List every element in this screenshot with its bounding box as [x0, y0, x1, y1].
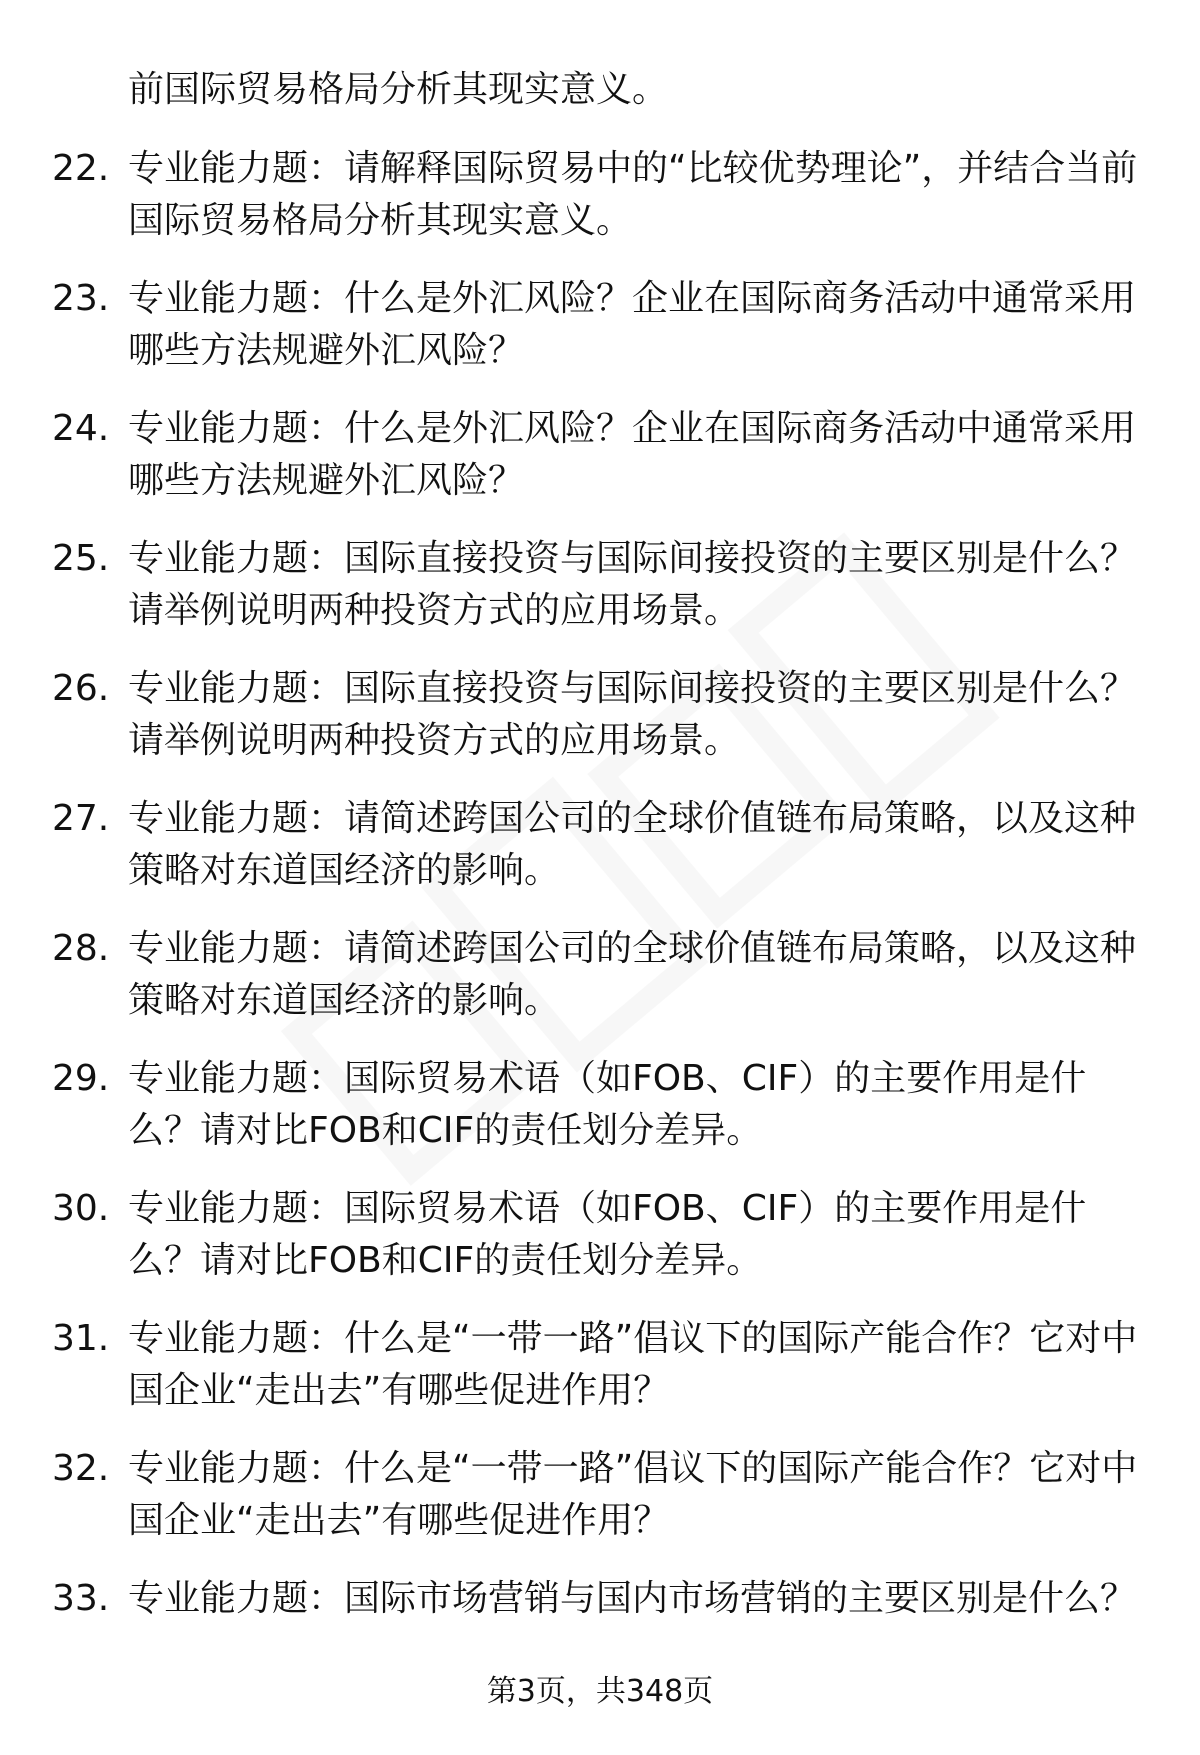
- continuation-text: 前国际贸易格局分析其现实意义。: [128, 69, 669, 110]
- question-text: 专业能力题：什么是外汇风险？企业在国际商务活动中通常采用哪些方法规避外汇风险？: [128, 408, 1137, 501]
- question-text: 专业能力题：国际市场营销与国内市场营销的主要区别是什么？: [128, 1578, 1137, 1619]
- question-text: 专业能力题：什么是“一带一路”倡议下的国际产能合作？它对中国企业“走出去”有哪些促进作用？: [128, 1448, 1138, 1541]
- question-number: 31.: [52, 1318, 110, 1359]
- question-number: 29.: [52, 1058, 110, 1099]
- question-item: [0, 1183, 1200, 1313]
- question-item: [0, 1313, 1200, 1443]
- question-list: [0, 143, 1200, 1703]
- question-item: [0, 663, 1200, 793]
- question-text: 专业能力题：请简述跨国公司的全球价值链布局策略，以及这种策略对东道国经济的影响。: [128, 798, 1137, 891]
- question-number: 22.: [52, 148, 110, 189]
- question-number: 23.: [52, 278, 110, 319]
- question-number: 26.: [52, 668, 110, 709]
- question-text: 专业能力题：国际贸易术语（如FOB、CIF）的主要作用是什么？请对比FOB和CIF的责任划分差异。: [128, 1188, 1087, 1281]
- question-item: [0, 533, 1200, 663]
- question-number: 27.: [52, 798, 110, 839]
- question-number: 32.: [52, 1448, 110, 1489]
- question-number: 24.: [52, 408, 110, 449]
- question-item: [0, 793, 1200, 923]
- question-text: 专业能力题：国际直接投资与国际间接投资的主要区别是什么？请举例说明两种投资方式的应用场景。: [128, 668, 1137, 761]
- question-number: 33.: [52, 1578, 110, 1619]
- question-text: 专业能力题：请解释国际贸易中的“比较优势理论”，并结合当前国际贸易格局分析其现实意义。: [128, 148, 1138, 241]
- question-item: [0, 1053, 1200, 1183]
- question-text: 专业能力题：什么是“一带一路”倡议下的国际产能合作？它对中国企业“走出去”有哪些促进作用？: [128, 1318, 1138, 1411]
- question-item: [0, 403, 1200, 533]
- question-text: 专业能力题：请简述跨国公司的全球价值链布局策略，以及这种策略对东道国经济的影响。: [128, 928, 1137, 1021]
- page-footer: 第3页，共348页: [486, 1674, 714, 1709]
- question-text: 专业能力题：什么是外汇风险？企业在国际商务活动中通常采用哪些方法规避外汇风险？: [128, 278, 1137, 371]
- question-item: [0, 273, 1200, 403]
- question-text: 专业能力题：国际贸易术语（如FOB、CIF）的主要作用是什么？请对比FOB和CIF的责任划分差异。: [128, 1058, 1087, 1151]
- question-number: 30.: [52, 1188, 110, 1229]
- question-number: 25.: [52, 538, 110, 579]
- question-text: 专业能力题：国际直接投资与国际间接投资的主要区别是什么？请举例说明两种投资方式的应用场景。: [128, 538, 1137, 631]
- question-number: 28.: [52, 928, 110, 969]
- question-item: [0, 1443, 1200, 1573]
- question-item: [0, 143, 1200, 273]
- question-item: [0, 923, 1200, 1053]
